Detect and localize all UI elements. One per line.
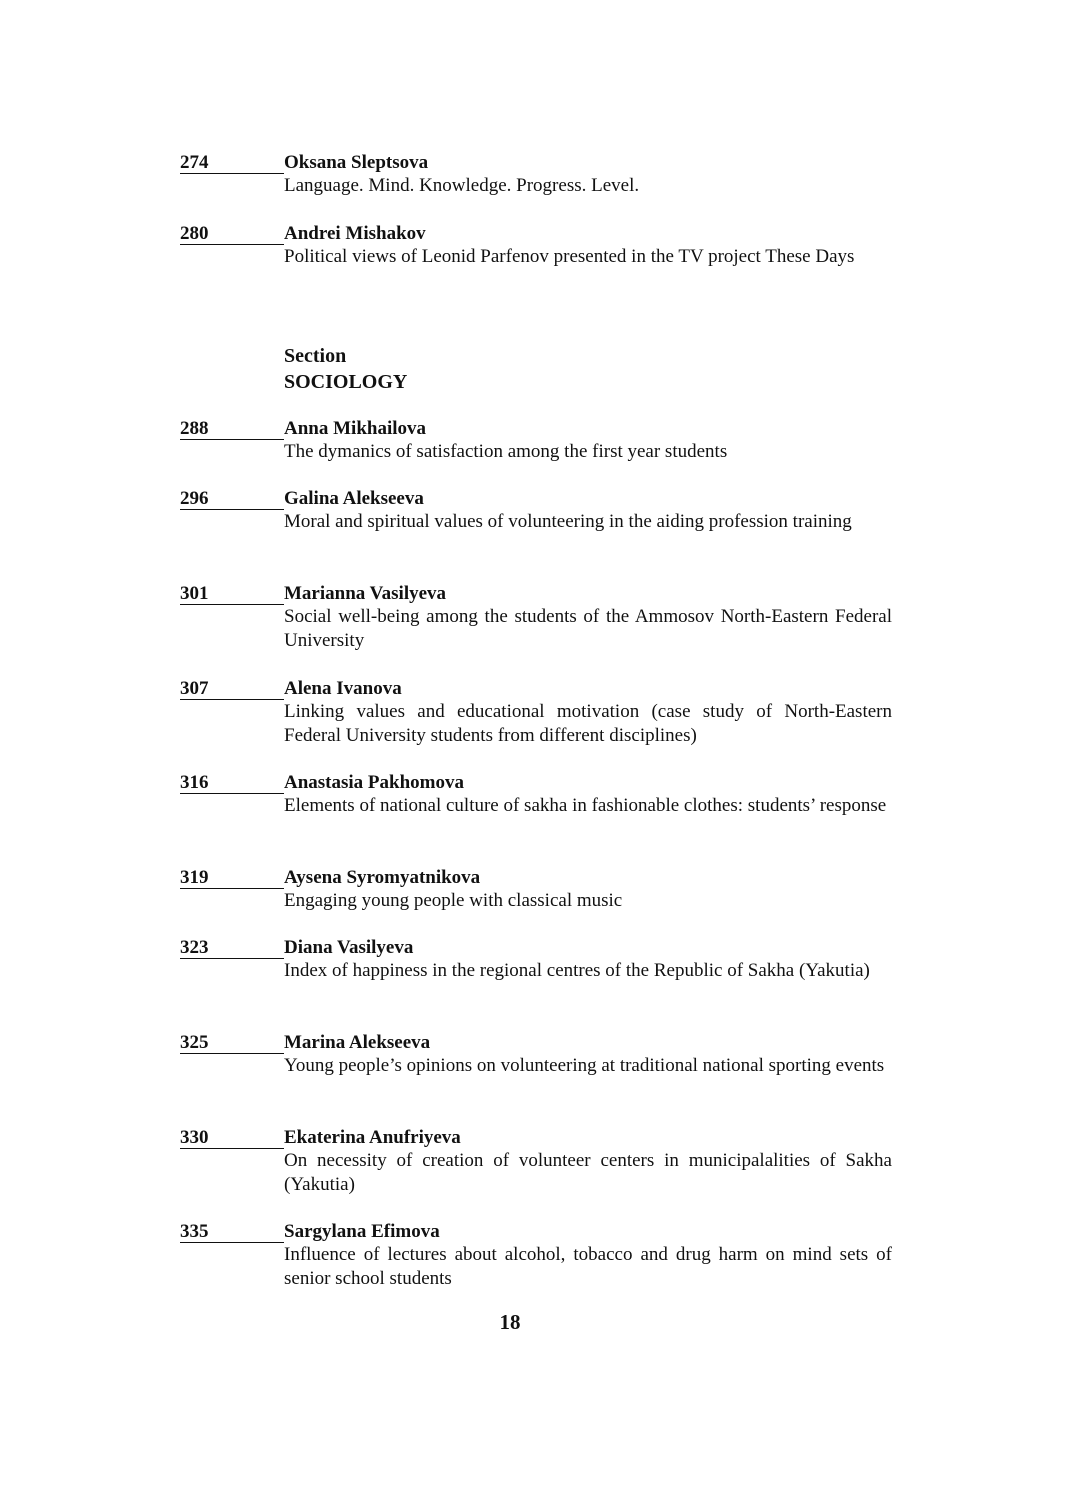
toc-entry (180, 486, 900, 534)
entry-author: Andrei Mishakov (284, 223, 426, 244)
toc-entry (180, 676, 900, 748)
page-number: 18 (499, 1310, 521, 1334)
entry-page-number: 316 (180, 772, 284, 794)
entry-author: Marianna Vasilyeva (284, 583, 447, 604)
entry-title: Social well-being among the students of the Ammosov North-Eastern Federal University (284, 606, 892, 651)
toc-entry (180, 150, 900, 198)
toc-entry (180, 581, 900, 653)
toc-entry (180, 865, 900, 913)
entry-author: Diana Vasilyeva (284, 937, 414, 958)
entry-page-number: 288 (180, 418, 284, 440)
toc-entry (180, 1030, 900, 1078)
entry-title: Young people’s opinions on volunteering at traditional national sporting events (284, 1055, 885, 1076)
entry-page-number: 319 (180, 867, 284, 889)
toc-entry (180, 770, 900, 818)
toc-entry (180, 1125, 900, 1197)
toc-entry (180, 221, 900, 269)
entry-author: Oksana Sleptsova (284, 152, 429, 173)
entry-page-number: 330 (180, 1127, 284, 1149)
entry-page-number: 335 (180, 1221, 284, 1243)
entry-title: Index of happiness in the regional centres of the Republic of Sakha (Yakutia) (284, 960, 870, 981)
entry-title: Language. Mind. Knowledge. Progress. Level. (284, 175, 640, 196)
entry-title: Moral and spiritual values of volunteering in the aiding profession training (284, 511, 852, 532)
entry-title: Influence of lectures about alcohol, tobacco and drug harm on mind sets of senior school students (284, 1244, 892, 1289)
entry-author: Aysena Syromyatnikova (284, 867, 481, 888)
toc-entry (180, 1219, 900, 1291)
entry-page-number: 323 (180, 937, 284, 959)
entry-author: Anna Mikhailova (284, 418, 427, 439)
entry-author: Sargylana Efimova (284, 1221, 440, 1242)
entry-title: Linking values and educational motivation (case study of North-Eastern Federal University students from different disciplines) (284, 701, 892, 746)
entry-author: Galina Alekseeva (284, 488, 424, 509)
toc-entry (180, 935, 900, 983)
entry-author: Anastasia Pakhomova (284, 772, 464, 793)
section-label: Section (284, 345, 347, 367)
toc-entry (180, 416, 900, 464)
entry-author: Marina Alekseeva (284, 1032, 431, 1053)
entry-author: Ekaterina Anufriyeva (284, 1127, 461, 1148)
entry-author: Alena Ivanova (284, 678, 402, 699)
entry-title: Elements of national culture of sakha in fashionable clothes: students’ response (284, 795, 887, 816)
entry-page-number: 274 (180, 152, 284, 174)
entry-title: On necessity of creation of volunteer centers in municipalalities of Sakha (Yakutia) (284, 1150, 892, 1195)
entry-page-number: 301 (180, 583, 284, 605)
entry-page-number: 296 (180, 488, 284, 510)
section-name: SOCIOLOGY (284, 371, 408, 393)
section-heading (284, 343, 407, 395)
entry-page-number: 280 (180, 223, 284, 245)
entry-title: Engaging young people with classical music (284, 890, 623, 911)
entry-title: The dymanics of satisfaction among the first year students (284, 441, 728, 462)
entry-page-number: 325 (180, 1032, 284, 1054)
entry-title: Political views of Leonid Parfenov presented in the TV project These Days (284, 246, 855, 267)
entry-page-number: 307 (180, 678, 284, 700)
